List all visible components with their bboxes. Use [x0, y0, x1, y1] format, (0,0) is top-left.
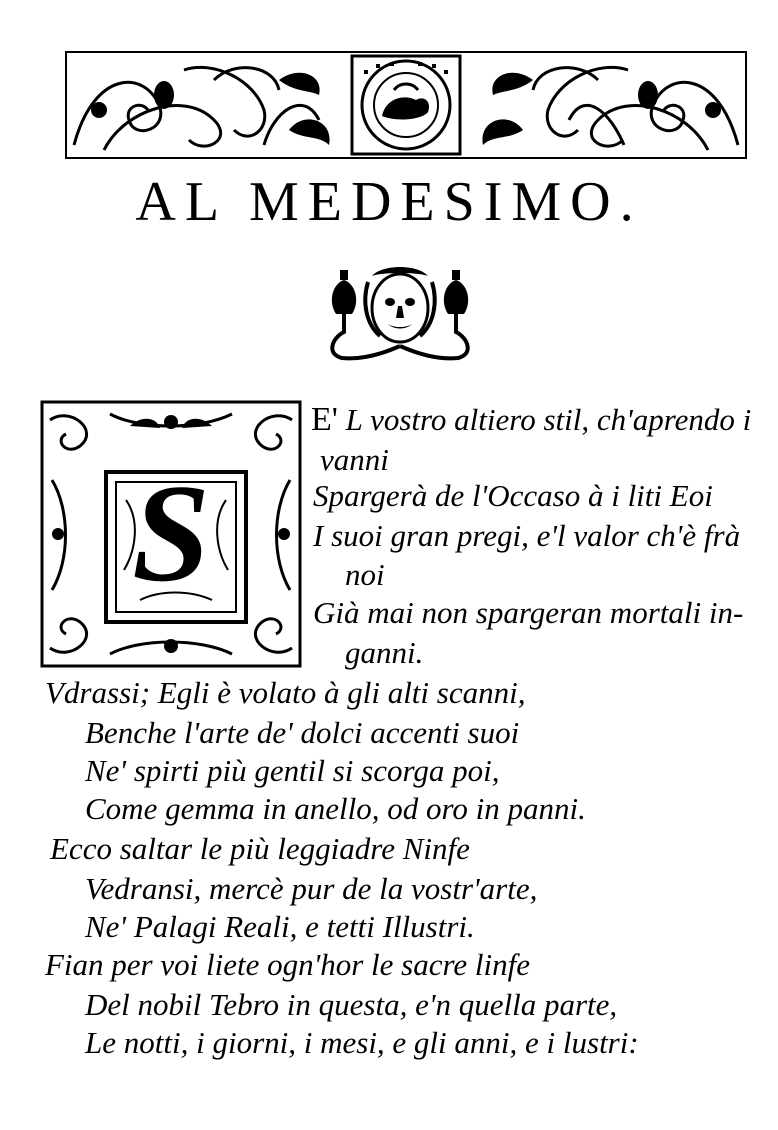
floral-headpiece-icon: [64, 50, 748, 160]
decorated-initial-frame-icon: [40, 400, 302, 668]
poem-line-15: Fian per voi liete ogn'hor le sacre linfe: [45, 947, 531, 982]
poem-line-14: Ne' Palagi Reali, e tetti Illustri.: [85, 909, 475, 944]
poem-line-16: Del nobil Tebro in questa, e'n quella parte,: [85, 987, 618, 1022]
poem-line-12: Ecco saltar le più leggiadre Ninfe: [50, 831, 470, 866]
page-title: AL MEDESIMO.: [135, 171, 643, 233]
decorated-initial: [40, 400, 302, 668]
poem-line-17: Le notti, i giorni, i mesi, e gli anni, e i lustri:: [85, 1025, 639, 1060]
poem-line-13: Vedransi, mercè pur de la vostr'arte,: [85, 871, 538, 906]
poem-line-5: noi: [345, 557, 385, 592]
line-text: L vostro altiero stil, ch'aprendo i: [337, 402, 752, 437]
poem-line-4: I suoi gran pregi, e'l valor ch'è frà: [313, 518, 741, 553]
initial-letter: S: [132, 456, 210, 611]
poem-line-11: Come gemma in anello, od oro in panni.: [85, 791, 586, 826]
poem-line-2: vanni: [320, 442, 389, 477]
poem-line-7: ganni.: [345, 635, 424, 670]
poem-line-10: Ne' spirti più gentil si scorga poi,: [85, 753, 500, 788]
mask-and-urns-icon: [322, 262, 478, 362]
poem-line-1: [311, 402, 751, 438]
line-lead-cap: E': [311, 401, 338, 438]
poem-line-9: Benche l'arte de' dolci accenti suoi: [85, 715, 520, 750]
poem-line-3: Spargerà de l'Occaso à i liti Eoi: [313, 478, 713, 513]
poem-line-8: Vdrassi; Egli è volato à gli alti scanni,: [45, 675, 526, 710]
poem-line-6: Già mai non spargeran mortali in-: [313, 595, 744, 630]
